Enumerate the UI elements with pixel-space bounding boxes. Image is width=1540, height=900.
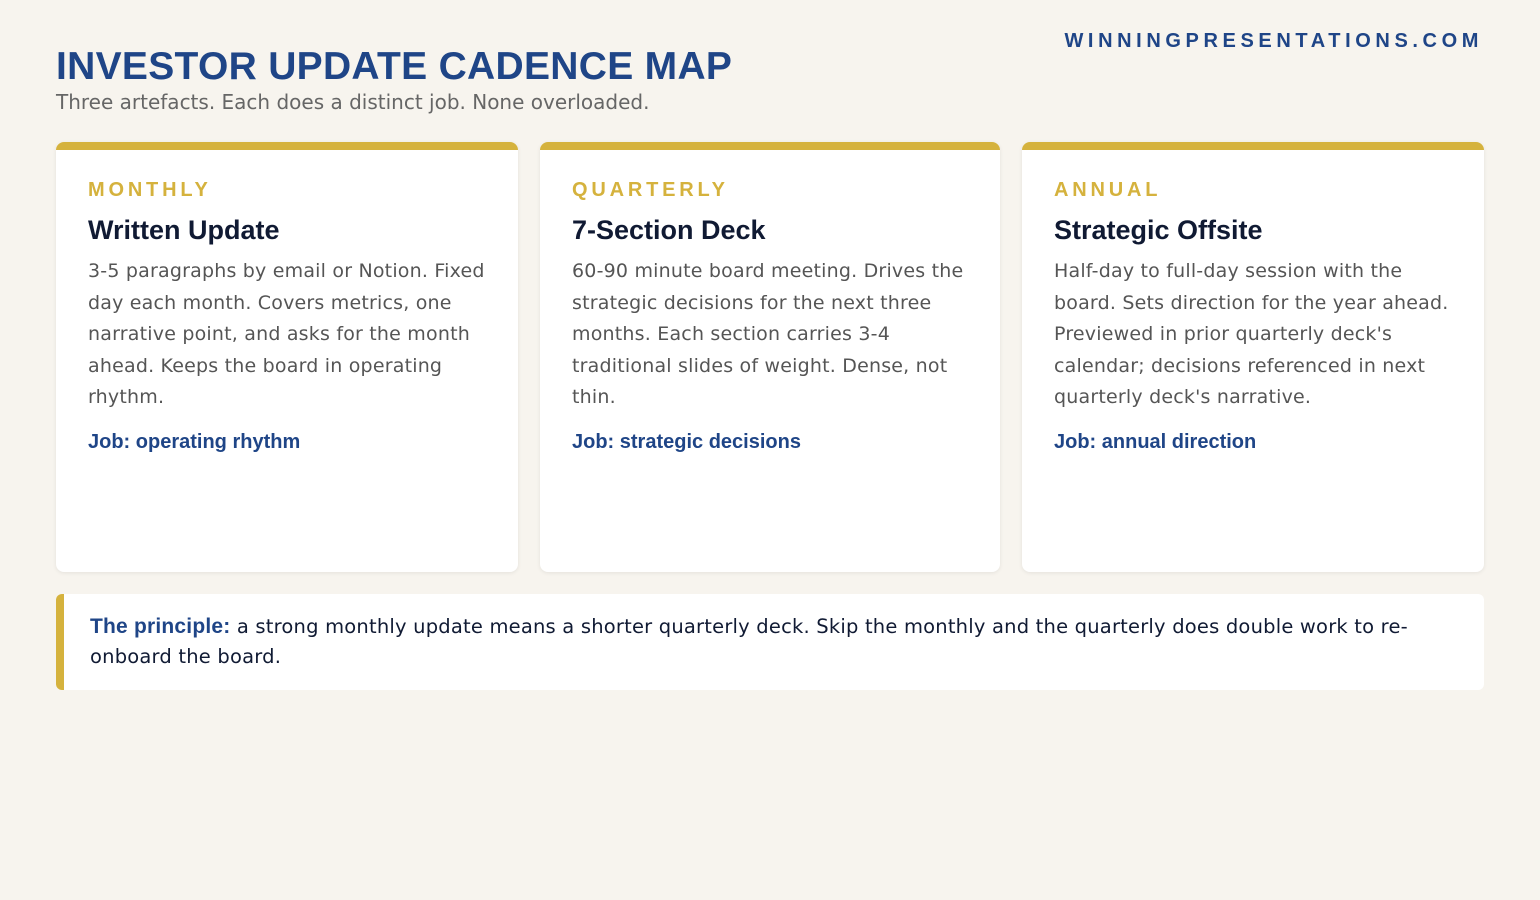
card-cadence-label: MONTHLY (88, 179, 212, 201)
card-body (572, 176, 972, 456)
principle-body: a strong monthly update means a shorter quarterly deck. Skip the monthly and the quarterly does double work to re-onboard the board. (90, 615, 1408, 668)
card-title: Written Update (88, 215, 280, 245)
principle-callout (56, 594, 1484, 690)
card-accent-bar (540, 142, 1000, 150)
cadence-cards (56, 142, 1484, 572)
card-description: 3-5 paragraphs by email or Notion. Fixed day each month. Covers metrics, one narrative point, and asks for the month ahead. Keeps the board in operating rhythm. (88, 260, 485, 408)
principle-label: The principle: (90, 615, 231, 638)
principle-text (90, 612, 1428, 672)
card-job: Job: annual direction (1054, 430, 1257, 453)
card-title: Strategic Offsite (1054, 215, 1263, 245)
callout-accent-bar (56, 594, 64, 690)
card-accent-bar (56, 142, 518, 150)
card-body (1054, 176, 1456, 456)
page-subtitle: Three artefacts. Each does a distinct job. None overloaded. (56, 90, 650, 114)
card-cadence-label: QUARTERLY (572, 179, 729, 201)
card-cadence-label: ANNUAL (1054, 179, 1162, 201)
brand-wordmark: WINNINGPRESENTATIONS.COM (1064, 30, 1483, 52)
card-title: 7-Section Deck (572, 215, 766, 245)
card-job: Job: operating rhythm (88, 430, 301, 453)
card-annual (1022, 142, 1484, 572)
card-monthly (56, 142, 518, 572)
card-body (88, 176, 490, 456)
card-accent-bar (1022, 142, 1484, 150)
card-description: Half-day to full-day session with the board. Sets direction for the year ahead. Previewed in prior quarterly deck's calendar; decisions referenced in next quarterly deck's narrative. (1054, 260, 1449, 408)
card-description: 60-90 minute board meeting. Drives the strategic decisions for the next three months. Each section carries 3-4 traditional slides of weight. Dense, not thin. (572, 260, 964, 408)
page-title: INVESTOR UPDATE CADENCE MAP (56, 45, 733, 88)
card-quarterly (540, 142, 1000, 572)
card-job: Job: strategic decisions (572, 430, 801, 453)
